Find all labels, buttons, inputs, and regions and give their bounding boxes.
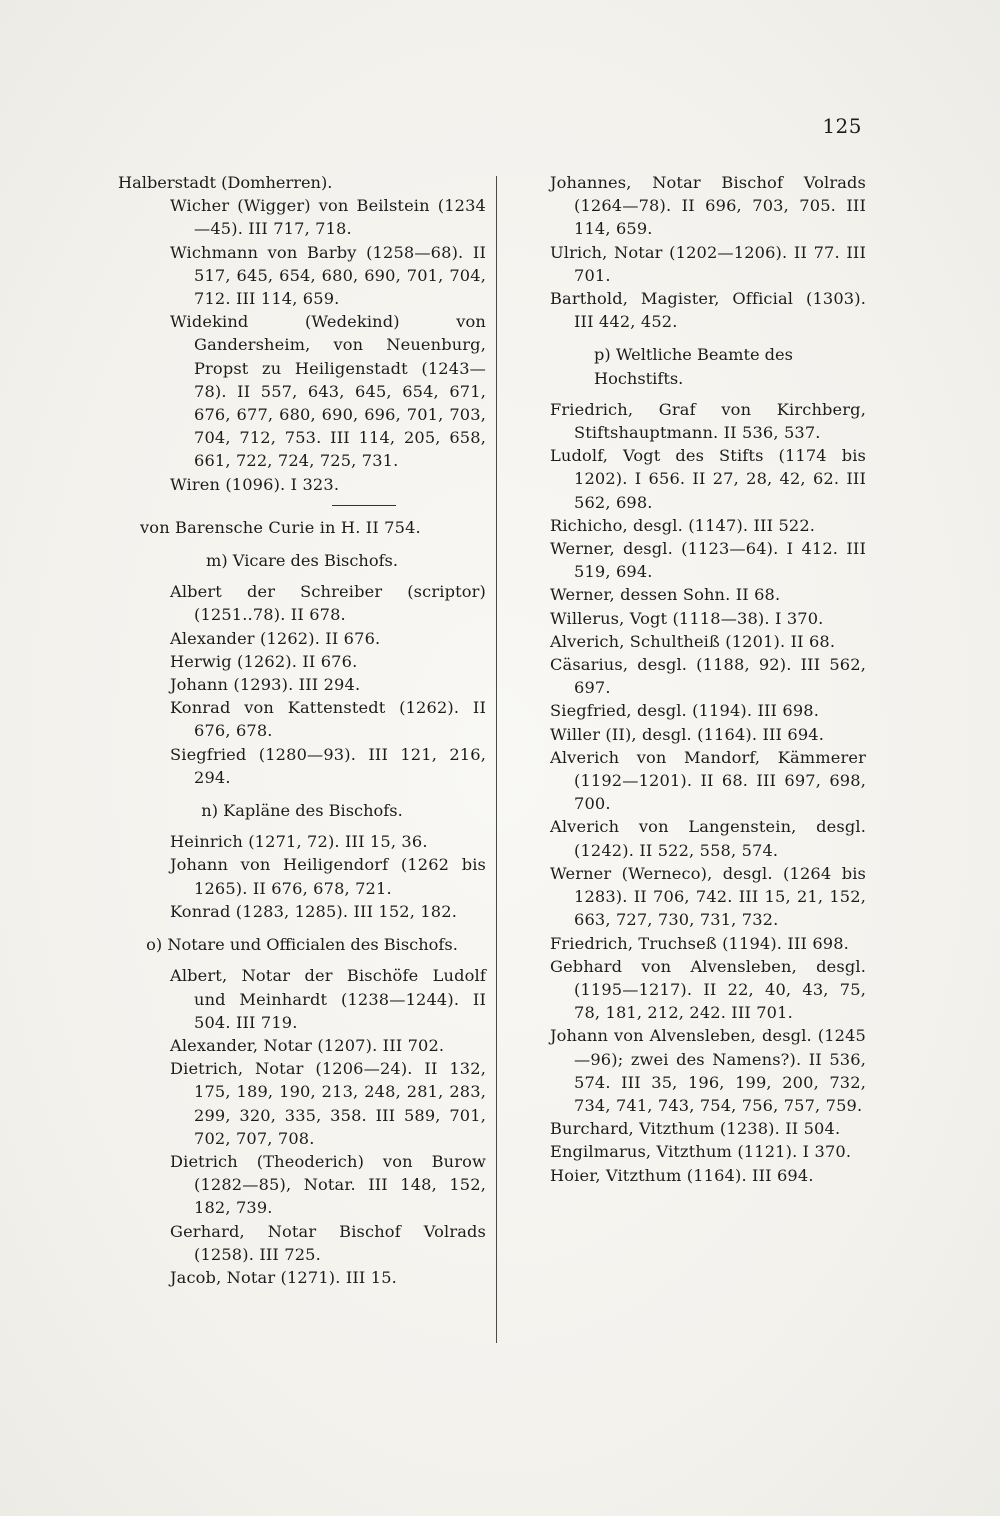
index-entry: Hoier, Vitzthum (1164). III 694. (550, 1165, 814, 1185)
index-entry: Albert der Schreiber (scriptor) (1251..78). II 678. (170, 582, 486, 625)
index-entry: Dietrich (Theoderich) von Burow (1282—85), Notar. III 148, 152, 182, 739. (170, 1151, 486, 1218)
index-entry: Johann von Heiligendorf (1262 bis 1265). II 676, 678, 721. (170, 855, 486, 898)
section-title: p) Weltliche Beamte des Hochstifts. (594, 345, 793, 388)
index-entry: Konrad von Kattenstedt (1262). II 676, 678. (170, 698, 486, 741)
index-entry: Johann von Alvensleben, desgl. (1245—96); zwei des Namens?). II 536, 574. III 35, 196, 199, 200, 732, 734, 741, 743, 754, 756, 757, 759. (550, 1026, 866, 1115)
index-entry: Alexander (1262). II 676. (170, 628, 381, 648)
index-entry: Wiren (1096). I 323. (170, 474, 340, 494)
index-entry: Alverich von Mandorf, Kämmerer (1192—1201). II 68. III 697, 698, 700. (550, 747, 866, 814)
index-entry: Gerhard, Notar Bischof Volrads (1258). III 725. (170, 1221, 486, 1264)
section-title: n) Kapläne des Bischofs. (201, 801, 403, 821)
left-column (118, 171, 486, 1289)
index-heading: Halberstadt (Domherren). (118, 173, 333, 192)
index-entry: Widekind (Wedekind) von Gandersheim, von Neuenburg, Propst zu Heiligenstadt (1243—78). II 557, 643, 645, 654, 671, 676, 677, 680, 690, 696, 701, 703, 704, 712, 753. III 114, 205, 658, 661, 722, 724, 725, 731. (170, 312, 486, 471)
index-entry: Ulrich, Notar (1202—1206). II 77. III 701. (550, 242, 866, 285)
index-entry: Alverich, Schultheiß (1201). II 68. (550, 631, 836, 651)
index-entry: Johannes, Notar Bischof Volrads (1264—78). II 696, 703, 705. III 114, 659. (550, 173, 866, 239)
index-entry: Konrad (1283, 1285). III 152, 182. (170, 901, 457, 921)
index-entry: Cäsarius, desgl. (1188, 92). III 562, 697. (550, 655, 866, 698)
index-entry: Friedrich, Graf von Kirchberg, Stiftshauptmann. II 536, 537. (550, 399, 866, 443)
index-entry: Werner (Werneco), desgl. (1264 bis 1283). II 706, 742. III 15, 21, 152, 663, 727, 730, 731, 732. (550, 863, 866, 930)
index-entry: Burchard, Vitzthum (1238). II 504. (550, 1119, 841, 1139)
index-entry: Heinrich (1271, 72). III 15, 36. (170, 832, 428, 852)
index-entry: Herwig (1262). II 676. (170, 651, 358, 671)
index-entry: Friedrich, Truchseß (1194). III 698. (550, 933, 849, 953)
index-entry: Richicho, desgl. (1147). III 522. (550, 515, 816, 535)
index-entry: Alexander, Notar (1207). III 702. (170, 1035, 445, 1055)
index-entry: von Barensche Curie in H. II 754. (140, 517, 421, 537)
index-entry: Albert, Notar der Bischöfe Ludolf und Meinhardt (1238—1244). II 504. III 719. (170, 966, 486, 1032)
index-entry: Alverich von Langenstein, desgl. (1242). II 522, 558, 574. (550, 817, 866, 860)
index-entry: Siegfried (1280—93). III 121, 216, 294. (170, 744, 486, 787)
index-entry: Jacob, Notar (1271). III 15. (170, 1267, 397, 1287)
right-column (550, 171, 866, 1187)
index-entry: Werner, desgl. (1123—64). I 412. III 519, 694. (550, 539, 866, 582)
index-entry: Siegfried, desgl. (1194). III 698. (550, 701, 820, 721)
section-title: o) Notare und Officialen des Bischofs. (146, 935, 458, 955)
index-entry: Willerus, Vogt (1118—38). I 370. (550, 608, 824, 628)
section-divider (332, 505, 396, 506)
index-entry: Engilmarus, Vitzthum (1121). I 370. (550, 1142, 852, 1162)
index-entry: Ludolf, Vogt des Stifts (1174 bis 1202). I 656. II 27, 28, 42, 62. III 562, 698. (550, 446, 866, 512)
index-entry: Dietrich, Notar (1206—24). II 132, 175, 189, 190, 213, 248, 281, 283, 299, 320, 335, 358. III 589, 701, 702, 707, 708. (170, 1059, 486, 1148)
section-title: m) Vicare des Bischofs. (205, 551, 399, 571)
index-entry: Wicher (Wigger) von Beilstein (1234—45). III 717, 718. (170, 196, 486, 239)
index-entry: Wichmann von Barby (1258—68). II 517, 645, 654, 680, 690, 701, 704, 712. III 114, 659. (170, 242, 486, 309)
index-entry: Johann (1293). III 294. (170, 675, 361, 695)
page-number: 125 (822, 114, 862, 138)
index-entry: Willer (II), desgl. (1164). III 694. (550, 724, 825, 744)
index-entry: Gebhard von Alvensleben, desgl. (1195—1217). II 22, 40, 43, 75, 78, 181, 212, 242. III 701. (550, 956, 866, 1023)
column-rule (496, 176, 497, 1343)
index-entry: Barthold, Magister, Official (1303). III 442, 452. (550, 289, 866, 332)
index-entry: Werner, dessen Sohn. II 68. (550, 585, 781, 605)
